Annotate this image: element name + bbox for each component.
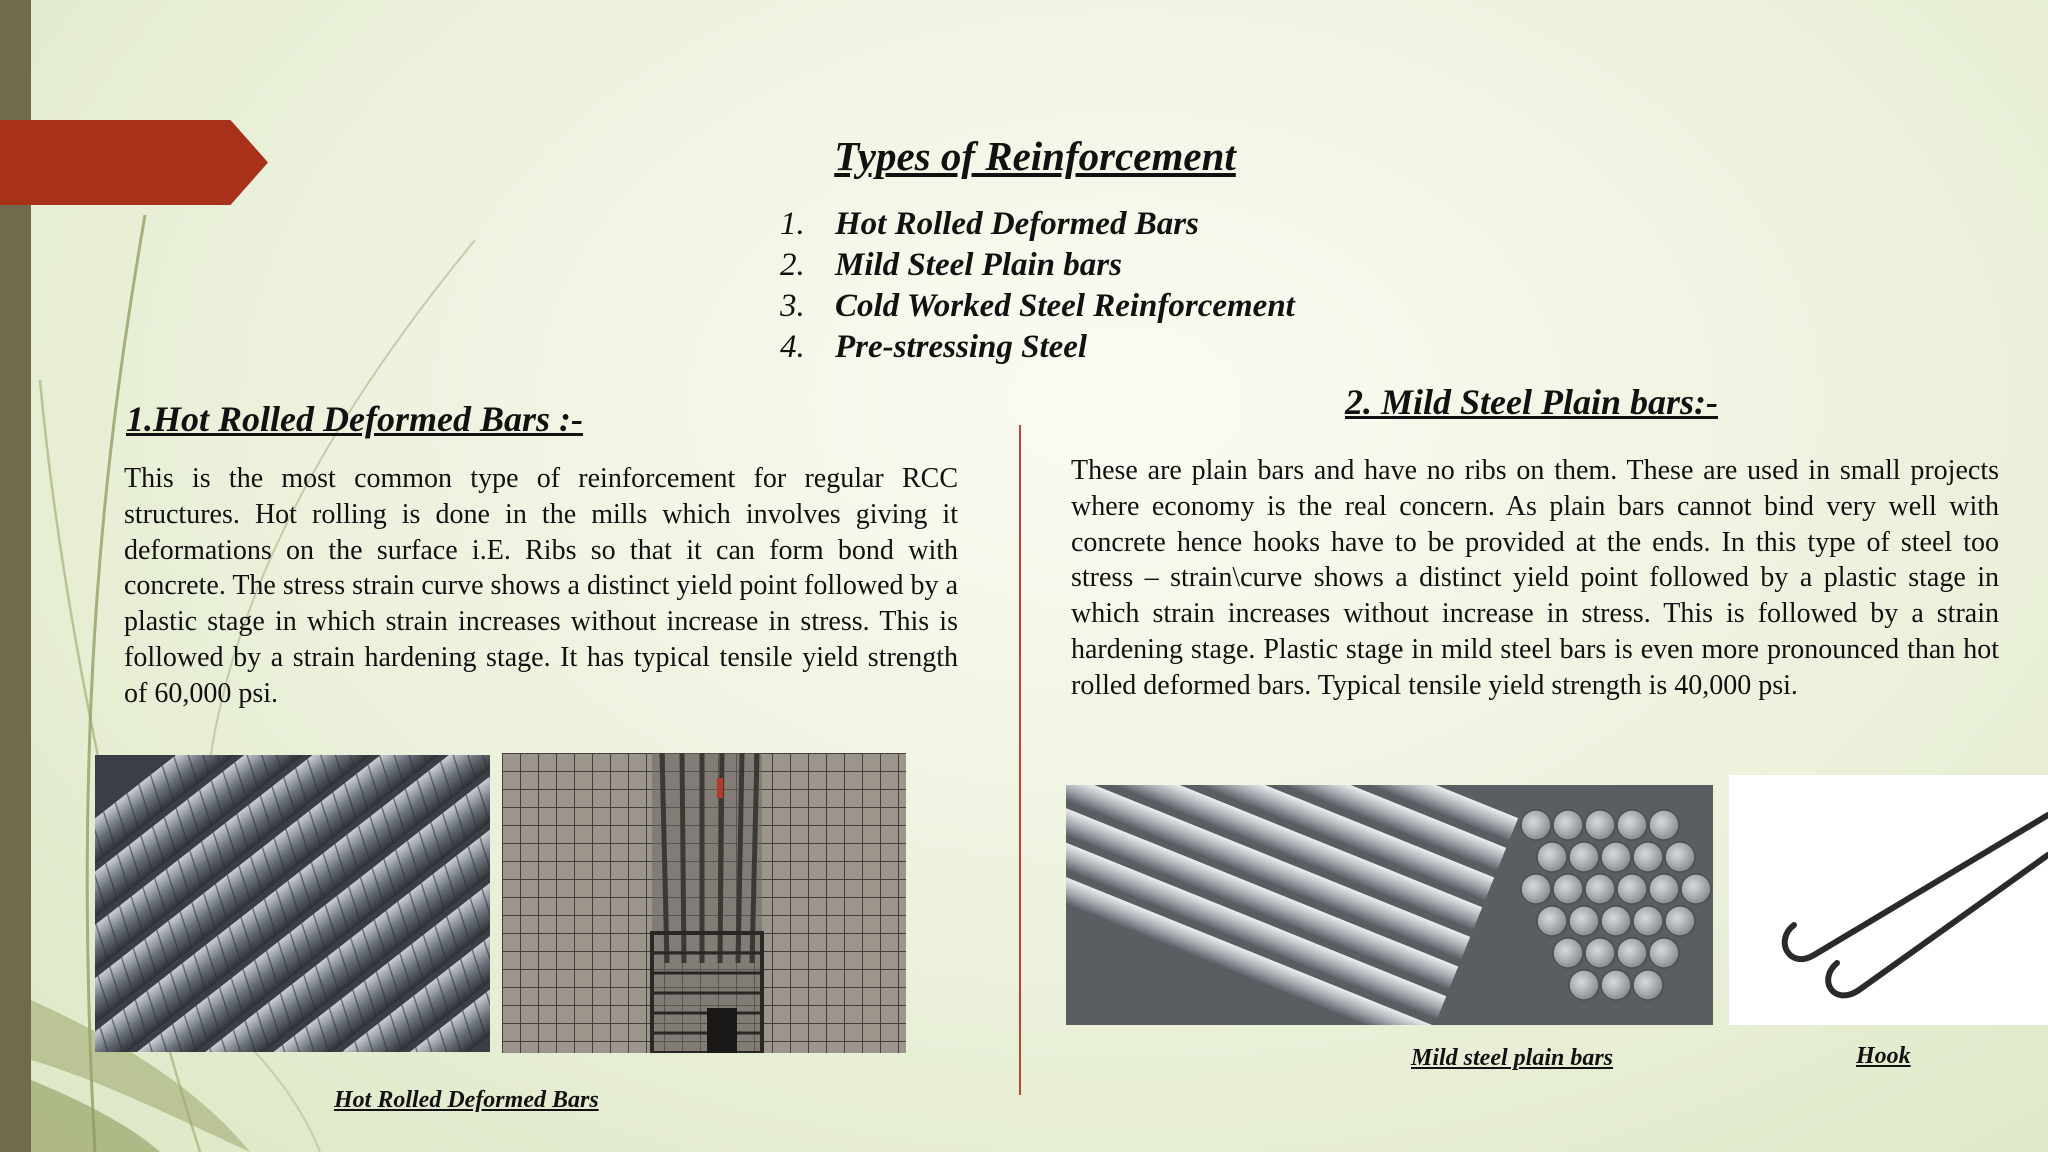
deformed-rebar-photo [95,755,490,1052]
caption-mild-steel: Mild steel plain bars [1411,1045,1614,1071]
caption-hot-rolled: Hot Rolled Deformed Bars [334,1087,599,1113]
list-number: 1. [780,206,805,242]
types-list-item [780,327,1295,368]
slide-title: Types of Reinforcement [834,133,1236,179]
caption-hook: Hook [1856,1043,1911,1069]
plain-bars-photo [1066,785,1713,1025]
list-label: Hot Rolled Deformed Bars [835,206,1199,242]
section1-body: This is the most common type of reinforcement for regular RCC structures. Hot rolling is done in the mills which involves giving it deformations on the surface i.E. Ribs so that it can form bond with concrete. The stress strain curve shows a distinct yield point followed by a plastic stage in which strain increases without increase in stress. This is followed by a strain hardening stage. It has typical tensile yield strength of 60,000 psi. [124,463,958,709]
list-label: Mild Steel Plain bars [835,247,1122,283]
types-list-item [780,245,1295,286]
column-divider [1019,425,1021,1095]
types-list-item [780,204,1295,245]
types-list [780,204,1295,368]
list-number: 4. [780,329,805,365]
list-label: Cold Worked Steel Reinforcement [835,288,1295,324]
list-number: 3. [780,288,805,324]
section2-body: These are plain bars and have no ribs on them. These are used in small projects where economy is the real concern. As plain bars cannot bind very well with concrete hence hooks have to be provided at the ends. In this type of steel too stress – strain\curve shows a distinct yield point followed by a plastic stage in which strain increases without increase in stress. This is followed by a strain hardening stage. Plastic stage in mild steel bars is even more pronounced than hot rolled deformed bars. Typical tensile yield strength is 40,000 psi. [1071,455,1999,701]
section2-heading: 2. Mild Steel Plain bars:- [1345,382,1719,422]
list-number: 2. [780,247,805,283]
hook-photo [1729,775,2048,1025]
types-list-item [780,286,1295,327]
list-label: Pre-stressing Steel [835,329,1088,365]
rebar-mesh-photo [502,753,906,1053]
section1-heading: 1.Hot Rolled Deformed Bars :- [126,399,583,439]
